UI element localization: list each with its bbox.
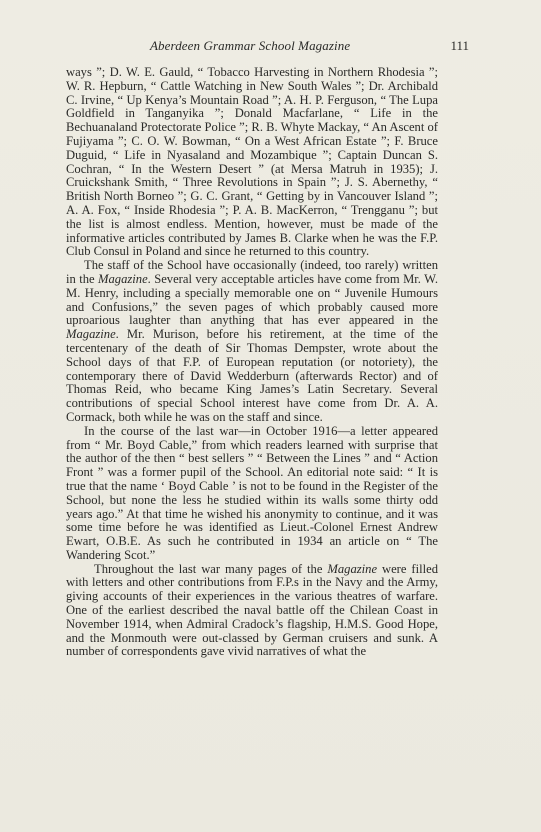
paragraph-2 [66,259,438,425]
body-text [66,66,438,659]
page-header [62,36,469,56]
running-title: Aberdeen Grammar School Magazine [150,38,351,53]
italic-title: Magazine [66,327,116,342]
text-run: . Several very acceptable articles have come from Mr. W. M. Henry, including a specially memorable one on “ Juvenile Humours and Confusions,” the seven pages of which probably caused more uproarious laughter than anything that has ever appeared in the [66,271,439,328]
paragraph-4 [66,563,438,660]
text-run: . Mr. Murison, before his retirement, at the time of the tercentenary of the death of Sir Thomas Dempster, wrote about the School days of that F.P. of European reputation (or notoriety), the contemporary there of David Wedderburn (afterwards Rector) and of Thomas Reid, who became King James’s Latin Secretary. Several contributions of special School interest have come from Dr. A. A. Cormack, both while he was on the staff and since. [66,327,438,424]
text-run: were filled with letters and other contributions from F.P.s in the Navy and the Army, giving accounts of their experiences in the various theatres of warfare. One of the earliest described the naval battle off the Chilean Coast in November 1914, when Admiral Cradock’s flagship, H.M.S. Good Hope, and the Monmouth were out-classed by German cruisers and sunk. A number of correspondents gave vivid narratives of what the [66,561,438,659]
paragraph-3 [66,425,438,563]
text-run: The staff of the School have occasionally (indeed, too rarely) written in the [66,258,438,286]
page-number: 111 [450,38,469,53]
text-run: ways ”; D. W. E. Gauld, “ Tobacco Harvesting in Northern Rhodesia ”; W. R. Hepburn, “ Cattle Watching in New South Wales ”; Dr. Archibald C. Irvine, “ Up Kenya’s Mountain Road ”; A. H. P. Ferguson, “ The Lupa Goldfield in Tanganyika ”; Donald Macfarlane, “ Life in the Bechuanaland Protectorate Police ”; R. B. Whyte Mackay, “ An Ascent of Fujiyama ”; C. O. W. Bowman, “ On a West African Estate ”; F. Bruce Duguid, “ Life in Nyasaland and Mozambique ”; Captain Duncan S. Cochran, “ In the Western Desert ” (at Mersa Matruh in 1935); J. Cruickshank Smith, “ Three Revolutions in Spain ”; J. S. Abernethy, “ British North Borneo ”; G. C. Grant, “ Getting by in Vancouver Island ”; A. A. Fox, “ Inside Rhodesia ”; P. A. B. MacKerron, “ Trengganu ”; but the list is almost endless. Mention, however, must be made of the informative articles contributed by James B. Clarke when he was the F.P. Club Consul in Poland and since he returned to this country. [66,65,438,259]
italic-title: Magazine [327,561,378,576]
paragraph-1 [66,66,438,259]
text-run: In the course of the last war—in October 1916—a letter appeared from “ Mr. Boyd Cable,” from which readers learned with surprise that the author of the then “ best sellers ” “ Between the Lines ” and “ Action Front ” was a former pupil of the School. An editorial note said: “ It is true that the name ‘ Boyd Cable ’ is not to be found in the Register of the School, but none the less he studied within its walls some thirty odd years ago.” At that time he wished his anonymity to continue, and it was some time before he was identified as Lieut.-Colonel Ernest Andrew Ewart, O.B.E. As such he contributed in 1934 an article on “ The Wandering Scot.” [66,423,438,562]
italic-title: Magazine [97,271,148,286]
text-run: Throughout the last war many pages of the [94,561,328,576]
